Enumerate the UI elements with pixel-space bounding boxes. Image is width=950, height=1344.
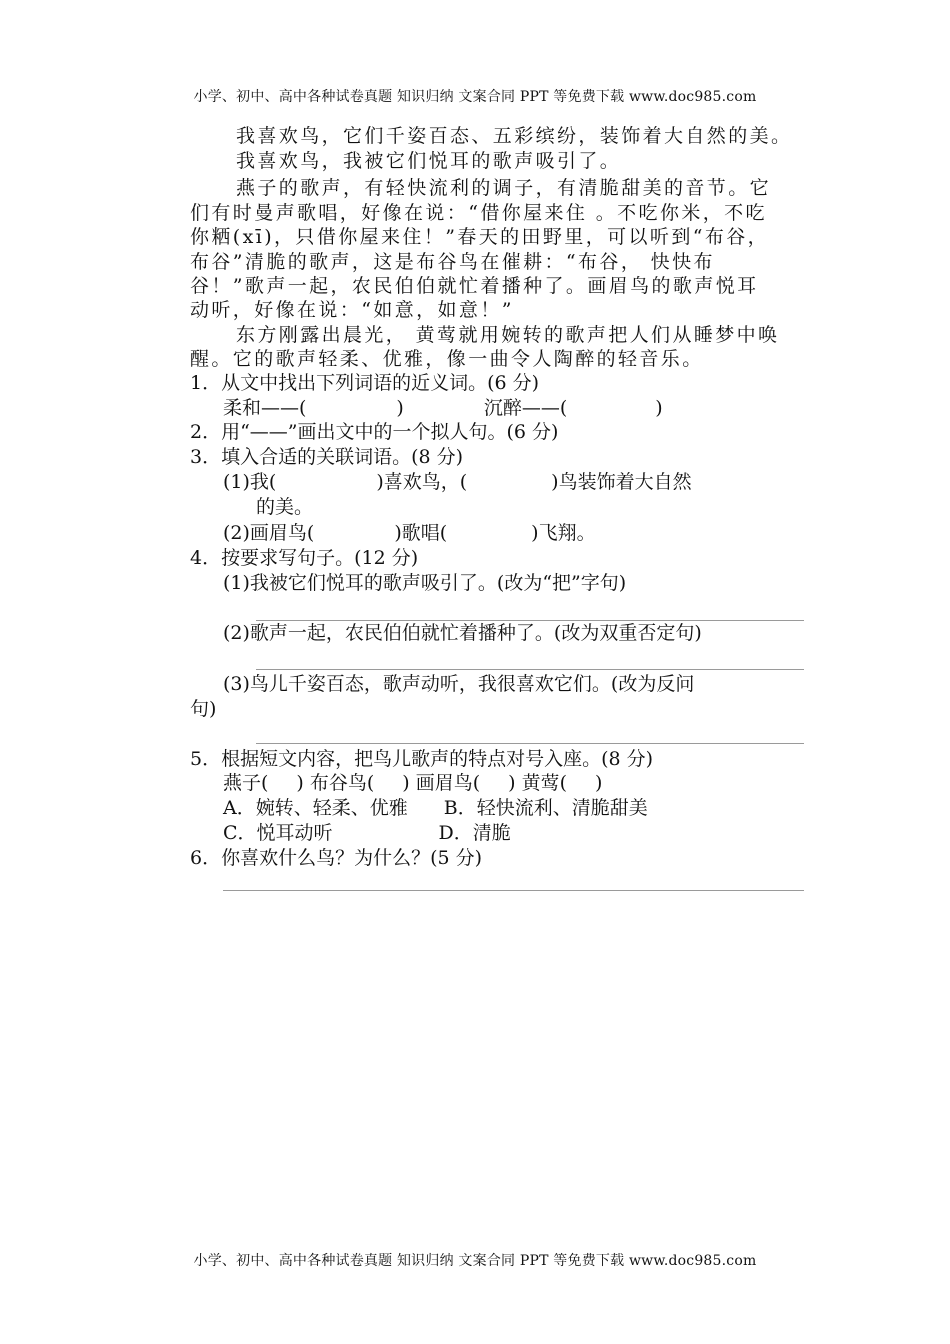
q3-part-2: (2)画眉鸟( )歌唱( )飞翔。 xyxy=(223,522,596,544)
answer-line[interactable] xyxy=(256,743,804,744)
passage-line: 动听，好像在说：“如意，如意！” xyxy=(190,299,514,321)
passage-line: 我喜欢鸟，它们千姿百态、五彩缤纷，装饰着大自然的美。 xyxy=(236,125,793,147)
q5-options-row-1 xyxy=(190,796,648,821)
question-6-title: 6．你喜欢什么鸟？为什么？(5 分) xyxy=(190,847,483,869)
q3-part-1-cont: 的美。 xyxy=(256,496,314,518)
passage-line: 布谷”清脆的歌声，这是布谷鸟在催耕：“布谷， 快快布 xyxy=(190,251,715,273)
q5-birds: 燕子( ) 布谷鸟( ) 画眉鸟( ) 黄莺( ) xyxy=(223,772,603,794)
q4-sentence-3: (3)鸟儿千姿百态，歌声动听，我很喜欢它们。(改为反问 xyxy=(223,673,695,695)
passage-line: 燕子的歌声，有轻快流利的调子，有清脆甜美的音节。它 xyxy=(236,177,772,199)
q5-options-row-2 xyxy=(190,821,511,846)
question-2-title: 2．用“——”画出文中的一个拟人句。(6 分) xyxy=(190,421,559,443)
q5-option-d: D．清脆 xyxy=(438,822,511,844)
q4-sentence-1: (1)我被它们悦耳的歌声吸引了。(改为“把”字句) xyxy=(223,572,627,594)
passage-line: 醒。它的歌声轻柔、优雅，像一曲令人陶醉的轻音乐。 xyxy=(190,348,704,370)
q4-sentence-3-cont: 句) xyxy=(190,698,217,720)
q5-option-a: A．婉转、轻柔、优雅 xyxy=(223,797,408,819)
q1-item-b: 沉醉——( xyxy=(483,397,568,419)
question-1-items: 柔和——( ) 沉醉——( ) xyxy=(223,397,663,419)
q3-part-1: (1)我( )喜欢鸟，( )鸟装饰着大自然 xyxy=(223,471,692,493)
page-footer: 小学、初中、高中各种试卷真题 知识归纳 文案合同 PPT 等免费下载 www.doc985.com xyxy=(193,1253,757,1269)
passage-line: 谷！”歌声一起，农民伯伯就忙着播种了。画眉鸟的歌声悦耳 xyxy=(190,275,759,297)
question-1-title: 1．从文中找出下列词语的近义词。(6 分) xyxy=(190,372,540,394)
q5-option-b: B．轻快流利、清脆甜美 xyxy=(443,797,648,819)
q1-item-a: 柔和——( xyxy=(223,397,307,419)
question-5-title: 5．根据短文内容，把鸟儿歌声的特点对号入座。(8 分) xyxy=(190,748,654,770)
q5-option-c: C．悦耳动听 xyxy=(223,822,333,844)
passage-line: 们有时曼声歌唱，好像在说：“借你屋来住 。不吃你米，不吃 xyxy=(190,202,767,224)
page-header: 小学、初中、高中各种试卷真题 知识归纳 文案合同 PPT 等免费下载 www.doc985.com xyxy=(193,89,757,105)
question-3-title: 3．填入合适的关联词语。(8 分) xyxy=(190,446,464,468)
answer-line[interactable] xyxy=(256,669,804,670)
passage-line: 你粞(xī)，只借你屋来住！”春天的田野里，可以听到“布谷， xyxy=(190,226,770,248)
question-4-title: 4．按要求写句子。(12 分) xyxy=(190,547,419,569)
answer-line[interactable] xyxy=(223,890,804,891)
passage-line: 我喜欢鸟，我被它们悦耳的歌声吸引了。 xyxy=(236,150,622,172)
passage-line: 东方刚露出晨光， 黄莺就用婉转的歌声把人们从睡梦中唤 xyxy=(236,324,780,346)
q4-sentence-2: (2)歌声一起，农民伯伯就忙着播种了。(改为双重否定句) xyxy=(223,622,702,644)
